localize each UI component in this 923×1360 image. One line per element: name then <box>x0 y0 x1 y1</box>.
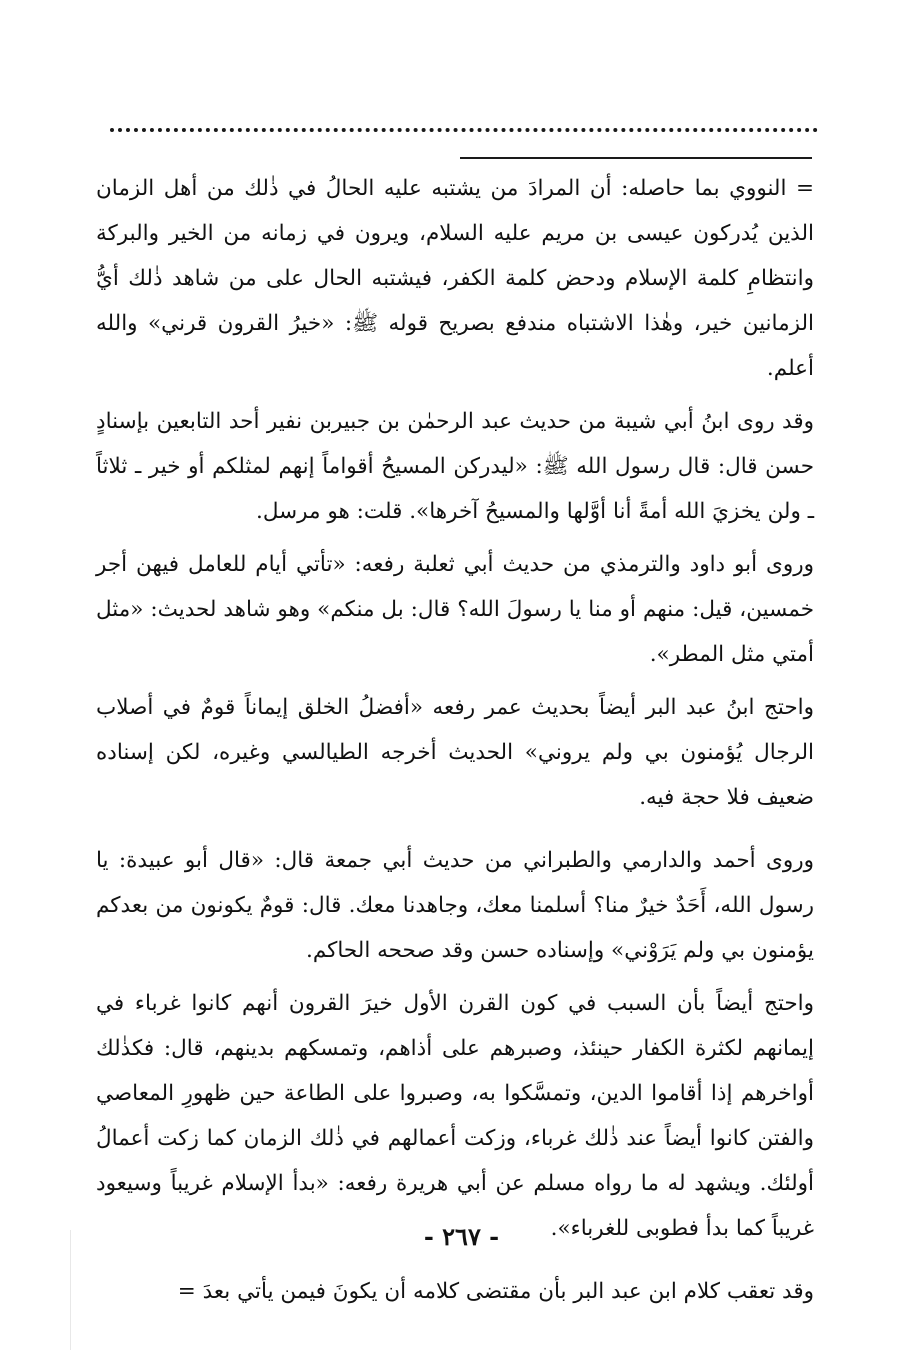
paragraph-6: واحتج أيضاً بأن السبب في كون القرن الأول خيرَ القرون أنهم كانوا غرباء في إيمانهم لكثرة الكفار حينئذ، وصبرهم على أذاهم، وتمسكهم بدينهم، قال: فكذٰلك أواخرهم إذا أقاموا الدين، وتمسَّكوا به، وصبروا على الطاعة حين ظهورِ المعاصي والفتن كانوا أيضاً عند ذٰلك غرباء، وزكت أعمالهم في ذٰلك الزمان كما زكت أعمالُ أولئك. ويشهد له ما رواه مسلم عن أبي هريرة رفعه: «بدأ الإسلام غريباً وسيعود غريباً كما بدأ فطوبى للغرباء». <box>96 991 814 1241</box>
paragraph-2: وقد روى ابنُ أبي شيبة من حديث عبد الرحمٰن بن جبيربن نفير أحد التابعين بإسنادٍ حسن قال: قال رسول الله ﷺ: «ليدركن المسيحُ أقواماً إنهم لمثلكم أو خير ـ ثلاثاً ـ ولن يخزيَ الله أمةً أنا أوَّلها والمسيحُ آخرها». قلت: هو مرسل. <box>96 409 814 524</box>
paragraph-7: وقد تعقب كلام ابن عبد البر بأن مقتضى كلامه أن يكونَ فيمن يأتي بعدَ = <box>177 1279 814 1304</box>
paragraph-3: وروى أبو داود والترمذي من حديث أبي ثعلبة رفعه: «تأتي أيام للعامل فيهن أجر خمسين، قيل: منهم أو منا يا رسولَ الله؟ قال: بل منكم» وهو شاهد لحديث: «مثل أمتي مثل المطر». <box>96 552 814 667</box>
paragraph-4: واحتج ابنُ عبد البر أيضاً بحديث عمر رفعه «أفضلُ الخلق إيماناً قومٌ في أصلاب الرجال يُؤمنون بي ولم يروني» الحديث أخرجه الطيالسي وغيره، لكن إسناده ضعيف فلا حجة فيه. <box>96 695 814 810</box>
dotted-separator <box>110 128 818 132</box>
footnote-text <box>96 166 814 1314</box>
paragraph-5: وروى أحمد والدارمي والطبراني من حديث أبي جمعة قال: «قال أبو عبيدة: يا رسول الله، أَحَدٌ خيرٌ منا؟ أسلمنا معك، وجاهدنا معك. قال: قومٌ يكونون من بعدكم يؤمنون بي ولم يَرَوْني» وإسناده حسن وقد صححه الحاكم. <box>96 848 814 963</box>
margin-line <box>70 1230 71 1350</box>
paragraph-1: = النووي بما حاصله: أن المرادَ من يشتبه عليه الحالُ في ذٰلك من أهل الزمان الذين يُدركون عيسى بن مريم عليه السلام، ويرون في زمانه من الخير والبركة وانتظامِ كلمة الإسلام ودحض كلمة الكفر، فيشتبه الحال على من شاهد ذٰلك أيُّ الزمانين خير، وهٰذا الاشتباه مندفع بصريح قوله ﷺ: «خيرُ القرون قرني» والله أعلم. <box>96 176 814 381</box>
footnote-rule <box>460 157 812 159</box>
page-number: - ٢٦٧ - <box>423 1222 500 1251</box>
